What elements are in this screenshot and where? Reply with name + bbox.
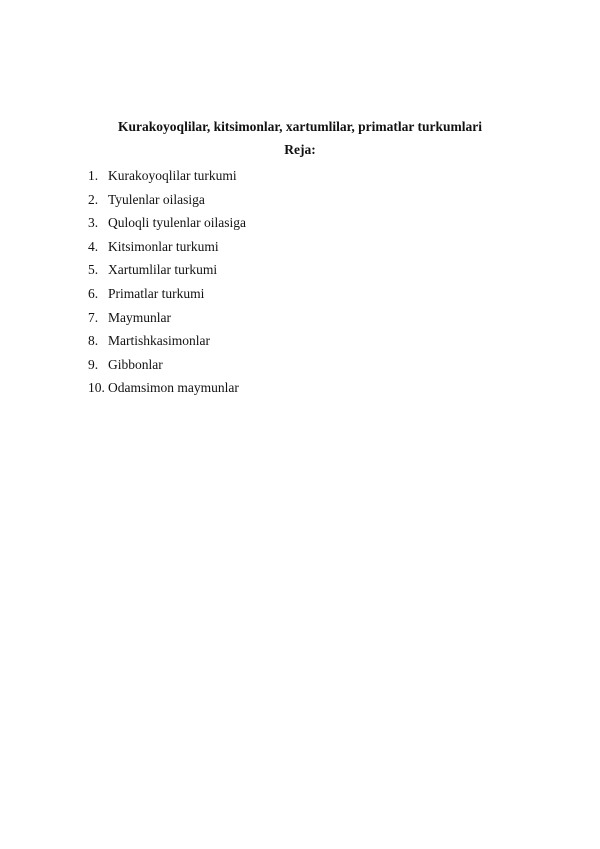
plan-item-number: 7.: [88, 309, 99, 325]
plan-item-number: 6.: [88, 285, 99, 301]
plan-item-number: 3.: [88, 215, 99, 231]
plan-item-5: [88, 258, 246, 282]
plan-item-number: 9.: [88, 356, 99, 372]
plan-item-text: Tyulenlar oilasiga: [108, 191, 205, 207]
plan-item-2: [88, 188, 246, 212]
plan-item-text: Martishkasimonlar: [108, 333, 210, 349]
plan-item-number: 2.: [88, 191, 99, 207]
plan-heading: Reja:: [284, 142, 316, 157]
plan-item-3: [88, 211, 246, 235]
plan-item-number: 5.: [88, 262, 99, 278]
plan-item-1: [88, 164, 246, 188]
plan-item-text: Maymunlar: [108, 309, 171, 325]
plan-item-text: Xartumlilar turkumi: [108, 262, 218, 278]
plan-item-6: [88, 282, 246, 306]
plan-item-number: 1.: [88, 168, 99, 183]
plan-item-text: Quloqli tyulenlar oilasiga: [108, 215, 246, 231]
plan-item-text: Primatlar turkumi: [108, 285, 205, 301]
plan-item-8: [88, 329, 246, 353]
plan-item-number: 8.: [88, 333, 99, 349]
plan-item-number: 10.: [88, 380, 105, 396]
plan-item-4: [88, 235, 246, 259]
plan-list: [88, 164, 246, 400]
plan-item-9: [88, 353, 246, 377]
plan-item-10: [88, 376, 246, 400]
plan-item-text: Gibbonlar: [108, 356, 163, 372]
plan-item-text: Kitsimonlar turkumi: [108, 238, 219, 254]
plan-item-text: Odamsimon maymunlar: [108, 380, 239, 396]
plan-item-7: [88, 306, 246, 330]
plan-item-text: Kurakoyoqlilar turkumi: [108, 168, 237, 183]
document-title: Kurakoyoqlilar, kitsimonlar, xartumlilar, primatlar turkumlari: [118, 119, 482, 134]
plan-item-number: 4.: [88, 238, 99, 254]
